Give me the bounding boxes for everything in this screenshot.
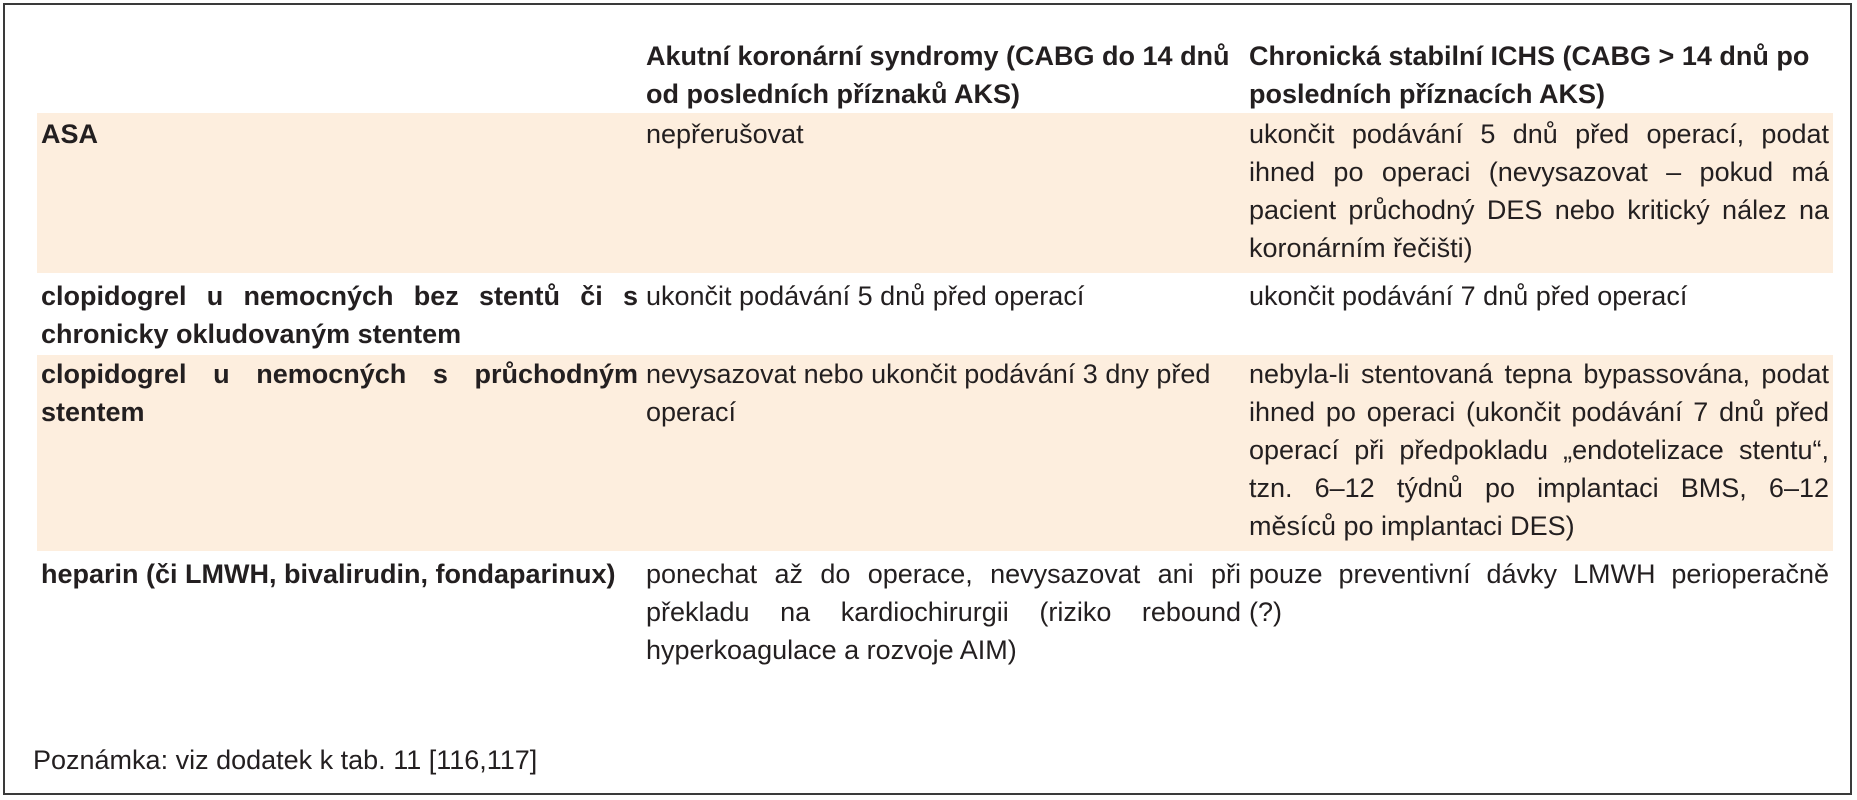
row-chronic-cell: ukončit podávání 5 dnů před operací, podat ihned po operaci (nevysazovat – pokud má pacient průchodný DES nebo kritický nález na koronárním řečišti) <box>1245 113 1833 273</box>
table-row <box>37 273 1833 355</box>
header-chronic-stable-ichs: Chronická stabilní ICHS (CABG > 14 dnů po posledních příznacích AKS) <box>1249 41 1810 109</box>
table-row <box>37 355 1833 551</box>
row-drug-cell: clopidogrel u nemocných bez stentů či s chronicky okludovaným stentem <box>41 281 638 349</box>
row-acute-cell: nepřerušovat <box>642 113 1245 273</box>
row-acute-cell: ponechat až do operace, nevysazovat ani při překladu na kardiochirurgii (riziko rebound hyperkoagulace a rozvoje AIM) <box>646 559 1241 665</box>
table-row <box>37 113 1833 273</box>
row-acute-cell: nevysazovat nebo ukončit podávání 3 dny před operací <box>642 355 1245 551</box>
row-chronic-cell: pouze preventivní dávky LMWH perioperačně (?) <box>1249 559 1829 627</box>
perioperative-antithrombotic-table <box>37 33 1833 675</box>
table-frame <box>3 3 1852 795</box>
header-drug <box>37 33 642 113</box>
row-chronic-cell: nebyla-li stentovaná tepna bypassována, podat ihned po operaci (ukončit podávání 7 dnů před operací při předpokladu „endotelizace stentu“, tzn. 6–12 týdnů po implantaci BMS, 6–12 měsíců po implantaci DES) <box>1245 355 1833 551</box>
table-header-row <box>37 33 1833 113</box>
table-footnote: Poznámka: viz dodatek k tab. 11 [116,117] <box>33 745 538 775</box>
row-drug-cell: heparin (či LMWH, bivalirudin, fondaparinux) <box>41 559 616 589</box>
row-drug-cell: clopidogrel u nemocných s průchodným stentem <box>37 355 642 551</box>
row-drug-cell: ASA <box>37 113 642 273</box>
header-acute-coronary-syndromes: Akutní koronární syndromy (CABG do 14 dnů od posledních příznaků AKS) <box>646 41 1230 109</box>
row-chronic-cell: ukončit podávání 7 dnů před operací <box>1249 281 1688 311</box>
table-row <box>37 551 1833 675</box>
row-acute-cell: ukončit podávání 5 dnů před operací <box>646 281 1085 311</box>
